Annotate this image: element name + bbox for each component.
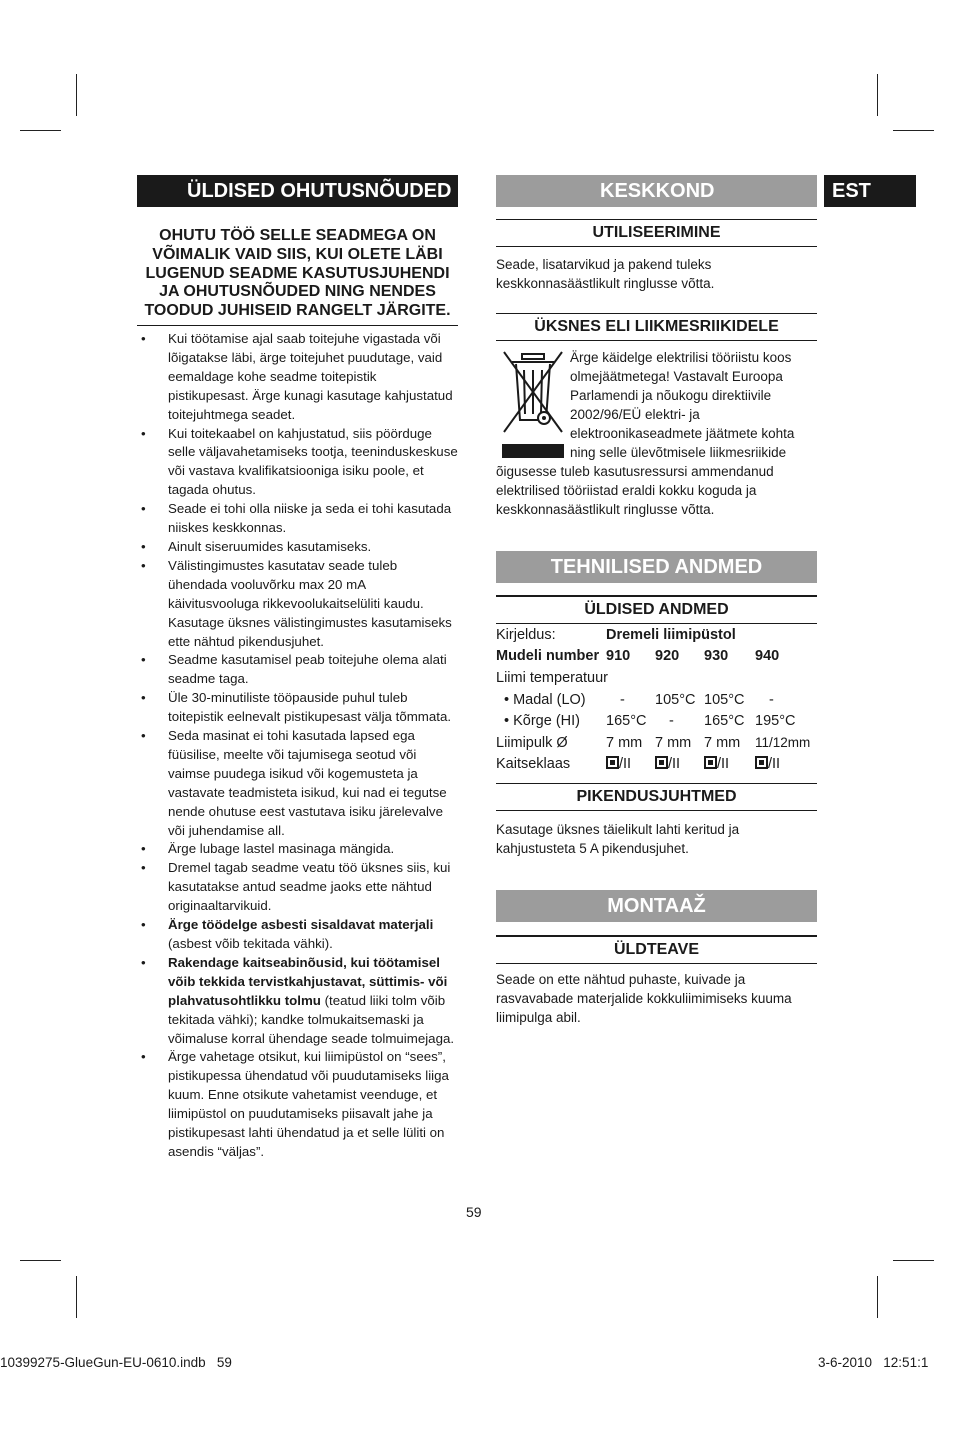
list-item: • Kui toitekaabel on kahjustatud, siis pöörduge selle väljavahetamiseks tootja, teeninduskeskuse või vastava kvalifikatsiooniga isiku poole, et tagada ohutus.	[137, 425, 458, 501]
spec-value	[704, 754, 755, 776]
subheader-yldised-andmed: ÜLDISED ANDMED	[496, 595, 817, 624]
spec-label: Kaitseklaas	[496, 756, 571, 773]
class-text: /II	[768, 756, 781, 773]
spec-value: 105°C	[655, 691, 696, 708]
class-text: /II	[717, 756, 730, 773]
icon-spacer	[496, 348, 570, 462]
safety-bullet-list	[137, 330, 458, 1162]
spec-value: 940	[755, 648, 780, 665]
crop-mark	[20, 130, 61, 131]
spec-value: 165°C	[704, 713, 745, 730]
footer-timestamp: 3-6-2010 12:51:1	[818, 1355, 929, 1370]
spec-value: 930	[704, 648, 729, 665]
subheader-utiliseerimine: UTILISEERIMINE	[496, 219, 817, 247]
spec-label: • Kõrge (HI)	[504, 713, 580, 730]
utiliseerimine-text: Seade, lisatarvikud ja pakend tuleks keskkonnasäästlikult ringlusse võtta.	[496, 257, 715, 291]
spec-value: -	[769, 691, 774, 708]
spec-value	[606, 754, 655, 776]
item-text: (asbest võib tekitada vähki).	[168, 936, 333, 951]
footer-filename: 10399275-GlueGun-EU-0610.indb 59	[0, 1355, 232, 1370]
list-item: • Seade ei tohi olla niiske ja seda ei tohi kasutada niiskes keskkonnas.	[137, 500, 458, 538]
crop-mark	[877, 1276, 878, 1318]
table-row	[496, 732, 816, 754]
page-number: 59	[466, 1204, 482, 1220]
spec-label: Liimi temperatuur	[496, 669, 609, 686]
class-text: /II	[668, 756, 681, 773]
list-item: • Üle 30-minutiliste tööpauside puhul tuleb toitepistik eelnevalt pistikupesast välja tõmmata.	[137, 689, 458, 727]
table-row	[496, 689, 816, 711]
bold-lead: Ärge töödelge asbesti sisaldavat materjali	[168, 917, 434, 933]
spec-value: -	[620, 691, 625, 708]
table-row	[496, 710, 816, 732]
class-ii-icon	[704, 756, 717, 769]
bold-lead: Rakendage kaitseabinõusid, kui töötamisel võib tekkida tervistkahjustavat, süttimis- või plahvatusohtlikku tolmu	[168, 954, 448, 1008]
subheader-pikendusjuhtmed: PIKENDUSJUHTMED	[496, 783, 817, 811]
spec-value: 910	[606, 648, 631, 665]
spec-label: Liimipulk Ø	[496, 734, 568, 751]
spec-value	[755, 754, 816, 776]
list-item: • Kui töötamise ajal saab toitejuhe vigastada või lõigatakse läbi, ärge toitejuhet puudutage, vaid eemaldage kohe seadme toitepistik pistikupesast. Ärge kunagi kasutage kahjustatud toitejuhtmega seadet.	[137, 330, 458, 425]
spec-value: 7 mm	[655, 734, 692, 751]
spec-value: 195°C	[755, 713, 796, 730]
list-item: • Seadme kasutamisel peab toitejuhe olema alati seadme taga.	[137, 651, 458, 689]
section-header-tehnilised: TEHNILISED ANDMED	[496, 551, 817, 583]
class-ii-icon	[755, 756, 768, 769]
eu-disposal-text	[496, 348, 817, 519]
crop-mark	[76, 74, 77, 116]
eu-text: Ärge käidelge elektrilisi tööriistu koos olmejäätmetega! Vastavalt Euroopa Parlamendi ja nõukogu direktiivile 2002/96/EÜ elektri- ja elektroonikaseadmete jäätmete kohta ning selle ülevõtmisele liikmesriikide õigusesse tuleb kasutusressursi ammendanud elektrilised tööriistad eraldi kokku koguda ja keskkonnasäästlikult ringlusse võtta.	[496, 350, 795, 517]
list-item: • Ärge vahetage otsikut, kui liimipüstol on “sees”, pistikupessa ühendatud või puudutamiseks liiga kuum. Enne otsikute vahetamist veenduge, et liimipüstol on puudutamiseks piisavalt jahe ja pistikupesast lahti ühendatud ja et selle lüliti on asendis “väljas”.	[137, 1048, 458, 1161]
spec-value: -	[669, 713, 674, 730]
spec-value: Dremeli liimipüstol	[606, 626, 736, 643]
section-header-safety: ÜLDISED OHUTUSNÕUDED	[137, 175, 458, 207]
table-row	[496, 754, 816, 776]
spec-table	[496, 624, 816, 775]
spec-value: 7 mm	[704, 734, 741, 751]
class-text: /II	[619, 756, 632, 773]
yldteave-text: Seade on ette nähtud puhaste, kuivade ja rasvavabade materjalide kokkuliimimiseks kuuma liimipulga abil.	[496, 972, 792, 1025]
item-text: (teatud liiki tolm võib tekitada vähki); kandke tolmukaitsemaski ja võimaluse korral ühendage seade tolmuimejaga.	[168, 992, 455, 1046]
crop-mark	[20, 1260, 61, 1261]
list-item	[137, 916, 458, 954]
section-header-keskkond: KESKKOND	[496, 175, 817, 207]
language-tab: EST	[824, 175, 916, 207]
safety-intro: OHUTU TÖÖ SELLE SEADMEGA ON VÕIMALIK VAID SIIS, KUI OLETE LÄBI LUGENUD SEADME KASUTUSJUHENDI JA OHUTUSNÕUDED NING NENDES TOODUD JUHISEID RANGELT JÄRGITE.	[137, 227, 458, 326]
table-row	[496, 646, 816, 668]
section-header-montaaz: MONTAAŽ	[496, 890, 817, 922]
spec-value: 920	[655, 648, 680, 665]
crop-mark	[893, 130, 934, 131]
list-item	[137, 954, 458, 1049]
subheader-eu: ÜKSNES ELI LIIKMESRIIKIDELE	[496, 313, 817, 341]
spec-value: 165°C	[606, 713, 647, 730]
table-row	[496, 624, 816, 646]
spec-label: • Madal (LO)	[504, 691, 586, 708]
list-item: • Dremel tagab seadme veatu töö üksnes siis, kui kasutatakse antud seadme jaoks ette nähtud originaaltarvikuid.	[137, 859, 458, 916]
table-row	[496, 667, 816, 689]
class-ii-icon	[655, 756, 668, 769]
crop-mark	[877, 74, 878, 116]
spec-value: 105°C	[704, 691, 745, 708]
crop-mark	[893, 1260, 934, 1261]
spec-value	[655, 754, 704, 776]
list-item: • Seda masinat ei tohi kasutada lapsed ega füüsilise, meelte või tajumisega seotud või vaimse puudega isikud või kogemusteta ja vastavate teadmisteta isikud, kui nad ei tegutse nende ohutuse eest vastutava isiku järelevalve või juhendamise all.	[137, 727, 458, 840]
spec-label: Kirjeldus:	[496, 626, 556, 643]
list-item: • Ärge lubage lastel masinaga mängida.	[137, 840, 458, 859]
spec-value: 11/12mm	[755, 735, 811, 751]
list-item: • Ainult siseruumides kasutamiseks.	[137, 538, 458, 557]
class-ii-icon	[606, 756, 619, 769]
pikendus-text: Kasutage üksnes täielikult lahti keritud ja kahjustusteta 5 A pikendusjuhet.	[496, 822, 740, 856]
crop-mark	[76, 1276, 77, 1318]
spec-label: Mudeli number	[496, 648, 600, 665]
spec-value: 7 mm	[606, 734, 643, 751]
list-item: • Välistingimustes kasutatav seade tuleb ühendada vooluvõrku max 20 mA käivitusvooluga rikkevoolukaitselüliti kaudu. Kasutage üksnes välistingimustes kasutamiseks ette nähtud pikendusjuhet.	[137, 557, 458, 652]
subheader-yldteave: ÜLDTEAVE	[496, 935, 817, 964]
